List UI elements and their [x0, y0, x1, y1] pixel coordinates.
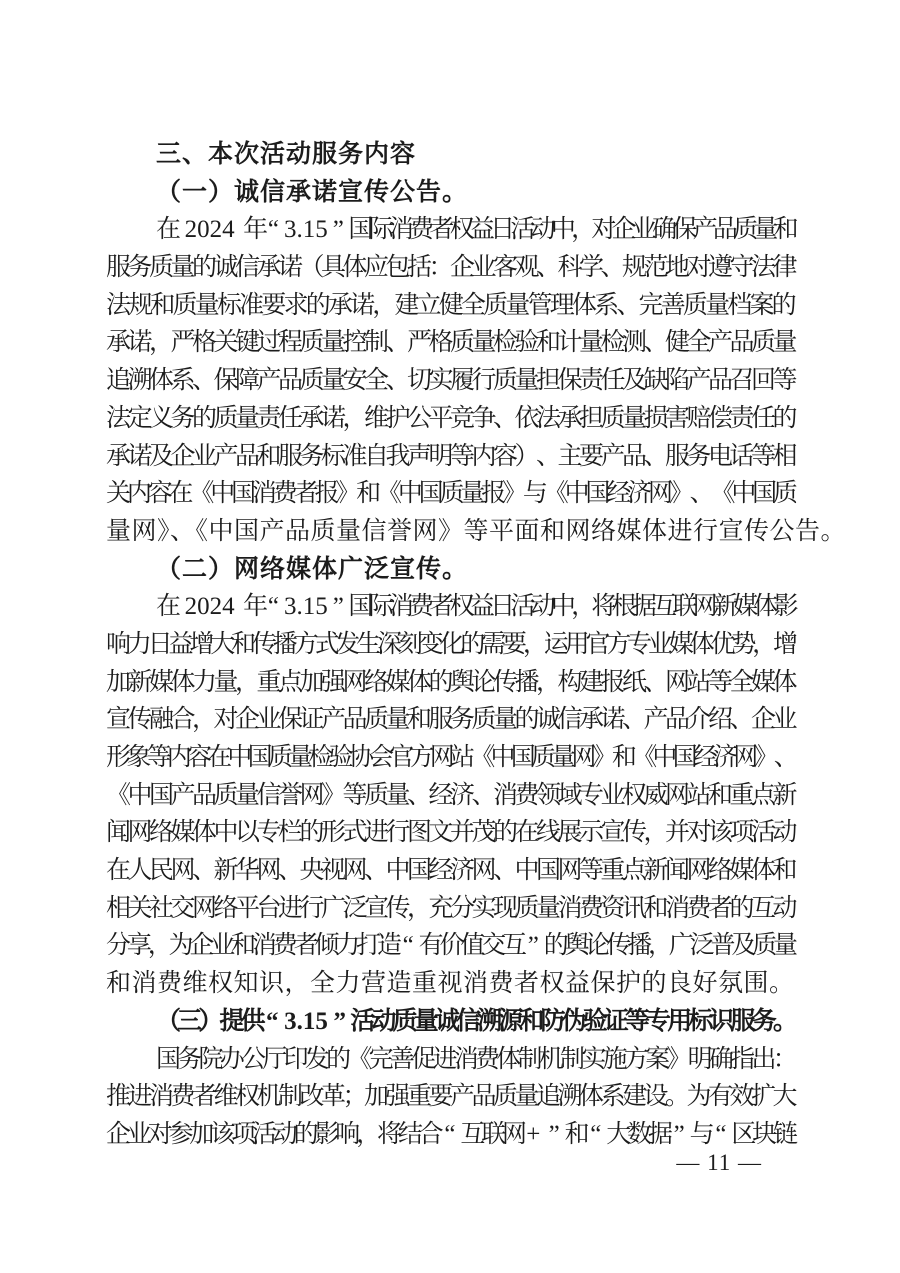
text-line: 承 诺 及 企 业 产 品 和 服 务 标 准 自 我 声 明 等 内 容 ） 、 主 要 产 品 、 服 务 电 话 等 相: [106, 442, 798, 470]
text-line: 关 内 容 在 《 中 国 消 费 者 报 》 和 《 中 国 质 量 报 》 与 《 中 国 经 济 网 》 、 《 中 国 质: [106, 480, 799, 508]
section-heading: （二）网络媒体广泛宣传。: [156, 555, 469, 583]
text-line: 服 务 质 量 的 诚 信 承 诺 （ 具 体 应 包 括 ： 企 业 客 观 、 科 学 、 规 范 地 对 遵 守 法 律: [106, 254, 798, 282]
text-line: 形 象 等 内 容 在 中 国 质 量 检 验 协 会 官 方 网 站 《 中 国 质 量 网 》 和 《 中 国 经 济 网 》 、: [106, 744, 799, 771]
section-heading: （一）诚信承诺宣传公告。: [156, 178, 469, 206]
text-line: 响 力 日 益 增 大 和 传 播 方 式 发 生 深 刻 变 化 的 需 要 ， 运 用 官 方 专 业 媒 体 优 势 ， 增: [106, 630, 799, 658]
text-line: 在 人 民 网 、 新 华 网 、 央 视 网 、 中 国 经 济 网 、 中 国 网 等 重 点 新 闻 网 络 媒 体 和: [106, 857, 798, 885]
text-line: 相 关 社 交 网 络 平 台 进 行 广 泛 宣 传 ， 充 分 实 现 质 量 消 费 资 讯 和 消 费 者 的 互 动: [106, 894, 798, 922]
text-line: 和消费维权知识，全力营造重视消费者权益保护的良好氛围。: [106, 970, 795, 998]
text-line: 《 中 国 产 品 质 量 信 誉 网 》 等 质 量 、 经 济 、 消 费 领 域 专 业 权 威 网 站 和 重 点 新: [106, 781, 798, 809]
text-line: 法 规 和 质 量 标 准 要 求 的 承 诺 ， 建 立 健 全 质 量 管 理 体 系 、 完 善 质 量 档 案 的: [106, 291, 797, 319]
text-line: 宣 传 融 合 ， 对 企 业 保 证 产 品 质 量 和 服 务 质 量 的 诚 信 承 诺 、 产 品 介 绍 、 企 业: [106, 706, 798, 734]
text-line: 推 进 消 费 者 维 权 机 制 改 革 ； 加 强 重 要 产 品 质 量 追 溯 体 系 建 设 。 为 有 效 扩 大: [106, 1083, 798, 1111]
text-line: 闻 网 络 媒 体 中 以 专 栏 的 形 式 进 行 图 文 并 茂 的 在 线 展 示 宣 传 ， 并 对 该 项 活 动: [106, 819, 798, 847]
text-line: 法 定 义 务 的 质 量 责 任 承 诺 ， 维 护 公 平 竞 争 、 依 法 承 担 质 量 损 害 赔 偿 责 任 的: [106, 404, 798, 432]
page-number: — 11 —: [676, 1150, 762, 1175]
text-block: [106, 136, 847, 1154]
section-heading: 三、本次活动服务内容: [156, 141, 417, 168]
section-heading: （ 三 ） 提 供 “ 3.15 ” 活 动 质 量 诚 信 溯 源 和 防 伪 验 证 等 专 用 标 识 服 务 。: [156, 1007, 798, 1035]
text-line: 企 业 对 参 加 该 项 活 动 的 影 响 ， 将 结 合 “ 互 联 网 + ” 和 “ 大 数 据 ” 与 “ 区 块 链: [106, 1120, 799, 1148]
text-line: 加 新 媒 体 力 量 ， 重 点 加 强 网 络 媒 体 的 舆 论 传 播 ， 构 建 报 纸 、 网 站 等 全 媒 体: [106, 668, 798, 696]
text-line: 分 享 ， 为 企 业 和 消 费 者 倾 力 打 造 “ 有 价 值 交 互 ” 的 舆 论 传 播 ， 广 泛 普 及 质 量: [106, 932, 799, 960]
text-line: 承 诺 ， 严 格 关 键 过 程 质 量 控 制 、 严 格 质 量 检 验 和 计 量 检 测 、 健 全 产 品 质 量: [106, 329, 798, 357]
text-line: 追 溯 体 系 、 保 障 产 品 质 量 安 全 、 切 实 履 行 质 量 担 保 责 任 及 缺 陷 产 品 召 回 等: [106, 367, 798, 395]
text-line: 国 务 院 办 公 厅 印 发 的 《 完 善 促 进 消 费 体 制 机 制 实 施 方 案 》 明 确 指 出 ：: [156, 1045, 798, 1073]
text-line: 在 2024 年 “ 3.15 ” 国 际 消 费 者 权 益 日 活 动 中 ， 对 企 业 确 保 产 品 质 量 和: [156, 216, 799, 244]
text-line: 在 2024 年 “ 3.15 ” 国 际 消 费 者 权 益 日 活 动 中 ， 将 根 据 互 联 网 新 媒 体 影: [156, 593, 799, 621]
text-line: 量网》、《中国产品质量信誉网》等平面和网络媒体进行宣传公告。: [106, 517, 847, 545]
